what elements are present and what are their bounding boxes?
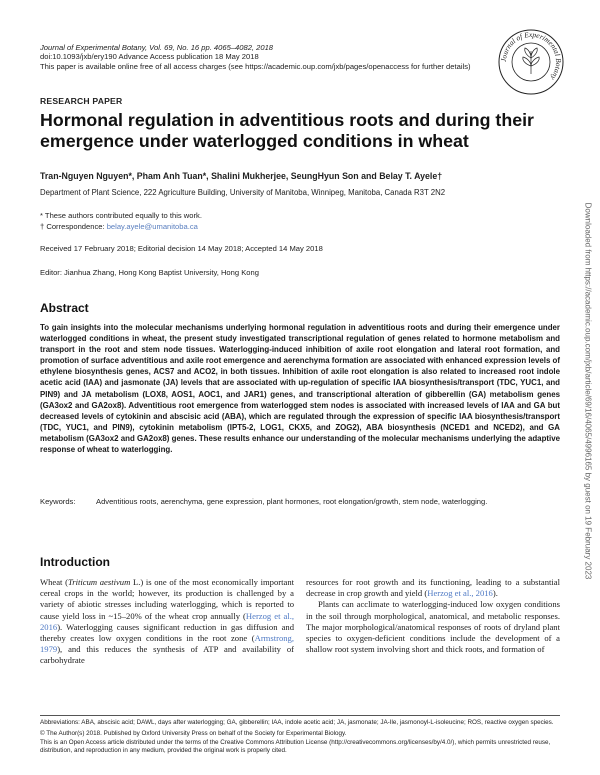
- author-affiliation: Department of Plant Science, 222 Agriculture Building, University of Manitoba, Winnipeg, Manitoba, Canada R3T 2N2: [40, 188, 446, 197]
- abbreviations-note: Abbreviations: ABA, abscisic acid; DAWL, days after waterlogging; GA, gibberellin; IAA, indole acetic acid; JA, jasmonate; JA-Ile, jasmonoyl-L-isoleucine; ROS, reactive oxygen species.: [40, 719, 554, 726]
- page-footer: [40, 719, 560, 755]
- keywords-block: [40, 497, 560, 507]
- text-run: resources for root growth and its functioning, leading to a substantial decrease in crop growth and yield (: [306, 577, 560, 599]
- citation-link[interactable]: Armstrong, 1979: [40, 633, 294, 655]
- article-title: Hormonal regulation in adventitious roots and during their emergence under waterlogged conditions in wheat: [40, 110, 534, 151]
- open-access-note[interactable]: This paper is available online free of all access charges (see https://academic.oup.com/jxb/pages/openaccess for further details): [40, 61, 471, 71]
- species-name: Triticum aestivum: [67, 577, 131, 587]
- journal-seal-logo: [497, 28, 565, 96]
- correspondence-label: † Correspondence:: [40, 222, 107, 231]
- abstract-heading: Abstract: [40, 301, 89, 315]
- keywords-text: Adventitious roots, aerenchyma, gene expression, plant hormones, root elongation/growth, stem node, waterlogging.: [96, 497, 488, 506]
- text-run: Wheat (: [40, 577, 68, 587]
- doi-line[interactable]: doi:10.1093/jxb/ery190 Advance Access publication 18 May 2018: [40, 52, 259, 62]
- introduction-heading: Introduction: [40, 555, 110, 569]
- intro-paragraph-1-cont: [306, 577, 560, 599]
- keywords-label: Keywords:: [40, 497, 76, 506]
- correspondence-email-link[interactable]: belay.ayele@umanitoba.ca: [106, 222, 198, 231]
- article-type-label: RESEARCH PAPER: [40, 96, 123, 106]
- text-run: ). Waterlogging causes significant reduction in gas diffusion and thereby creates low oxygen conditions in the root zone (: [40, 621, 294, 644]
- abstract-text: To gain insights into the molecular mechanisms underlying hormonal regulation in adventitious roots and during their emergence under waterlogged conditions in wheat, the present study investigated transcriptional regulation of genes related to hormone metabolism and transport in the root and stem node tissues. Waterlogging-induced inhibition of axile root elongation and lateral root formation, and promotion of surface adventitious and axile root emergence and aerenchyma formation are associated with enhanced expression levels of ethylene biosynthesis genes, ACS7 and ACO2, in both tissues. Inhibition of axile root elongation is also related to increased root indole acetic acid (IAA) and jasmonate (JA) levels that are associated with up-regulation of specific IAA biosynthesis/transport (TDC, YUC1, and PIN9) and JA metabolism (LOX8, AOS1, AOC1, and JAR1) genes, and transcriptional alteration of gibberellin (GA) metabolism genes (GA3ox2 and GA2ox8). Adventitious root emergence from waterlogged stem nodes is associated with increased levels of IAA and GA but decreased levels of cytokinin and abscisic acid (ABA), which are regulated through the expression of specific IAA biosynthesis/transport (TDC, YUC1, and PIN9), cytokinin metabolism (IPT5-2, LOG1, CKX5, and ZOG2), ABA biosynthesis (NCED1 and NCED2), and GA metabolism (GA3ox2 and GA2ox8) genes. These results enhance our understanding of the molecular mechanisms underlying the adaptive response of wheat to waterlogging.: [40, 323, 560, 455]
- leaf-icon: [523, 48, 539, 74]
- author-list: Tran-Nguyen Nguyen*, Pham Anh Tuan*, Shalini Mukherjee, SeungHyun Son and Belay T. Ayele†: [40, 171, 443, 181]
- correspondence-note: [40, 221, 560, 232]
- journal-citation: Journal of Experimental Botany, Vol. 69, No. 16 pp. 4065–4082, 2018: [40, 43, 274, 52]
- body-column-left: [40, 577, 294, 667]
- copyright-note: © The Author(s) 2018. Published by Oxford University Press on behalf of the Society for Experimental Biology.: [40, 730, 347, 738]
- text-run: ), and this reduces the synthesis of ATP and availability of carbohydrate: [40, 644, 294, 666]
- text-run: L.) is one of the most economically important cereal crops in the world; however, its production is challenged by a variety of abiotic stresses including waterlogging, which is reported to cause yield loss in ~15–20% of the wheat crop annually (: [40, 577, 295, 621]
- license-note: This is an Open Access article distributed under the terms of the Creative Commons Attribution License (http://creativecommons.org/licenses/by/4.0/), which permits unrestricted reuse, distribution, and reproduction in any medium, provided the original work is properly cited.: [40, 738, 551, 754]
- journal-header: [40, 43, 510, 71]
- citation-link[interactable]: Herzog et al., 2016: [40, 610, 294, 632]
- intro-paragraph-1: [40, 577, 294, 667]
- equal-contribution-note: * These authors contributed equally to this work.: [40, 211, 202, 220]
- download-watermark-text: Downloaded from https://academic.oup.com/jxb/article/69/16/4065/4996165 by guest on 19 February 2023: [583, 202, 593, 580]
- handling-editor: Editor: Jianhua Zhang, Hong Kong Baptist University, Hong Kong: [40, 268, 259, 277]
- text-run: ).: [492, 588, 498, 599]
- footer-divider: [40, 715, 560, 716]
- intro-paragraph-2: Plants can acclimate to waterlogging-induced low oxygen conditions in the soil through morphological, anatomical, and metabolic responses. The major morphological/anatomical responses of roots of dryland plant species to oxygen-deficient conditions include the development of a shallow root system involving short and thick roots, and formation of: [306, 599, 560, 655]
- seal-text: Journal of Experimental Botany: [498, 29, 564, 83]
- citation-link[interactable]: Herzog et al., 2016: [427, 588, 493, 599]
- author-notes: [40, 210, 560, 232]
- submission-dates: Received 17 February 2018; Editorial decision 14 May 2018; Accepted 14 May 2018: [40, 244, 323, 253]
- body-column-right: [306, 577, 560, 655]
